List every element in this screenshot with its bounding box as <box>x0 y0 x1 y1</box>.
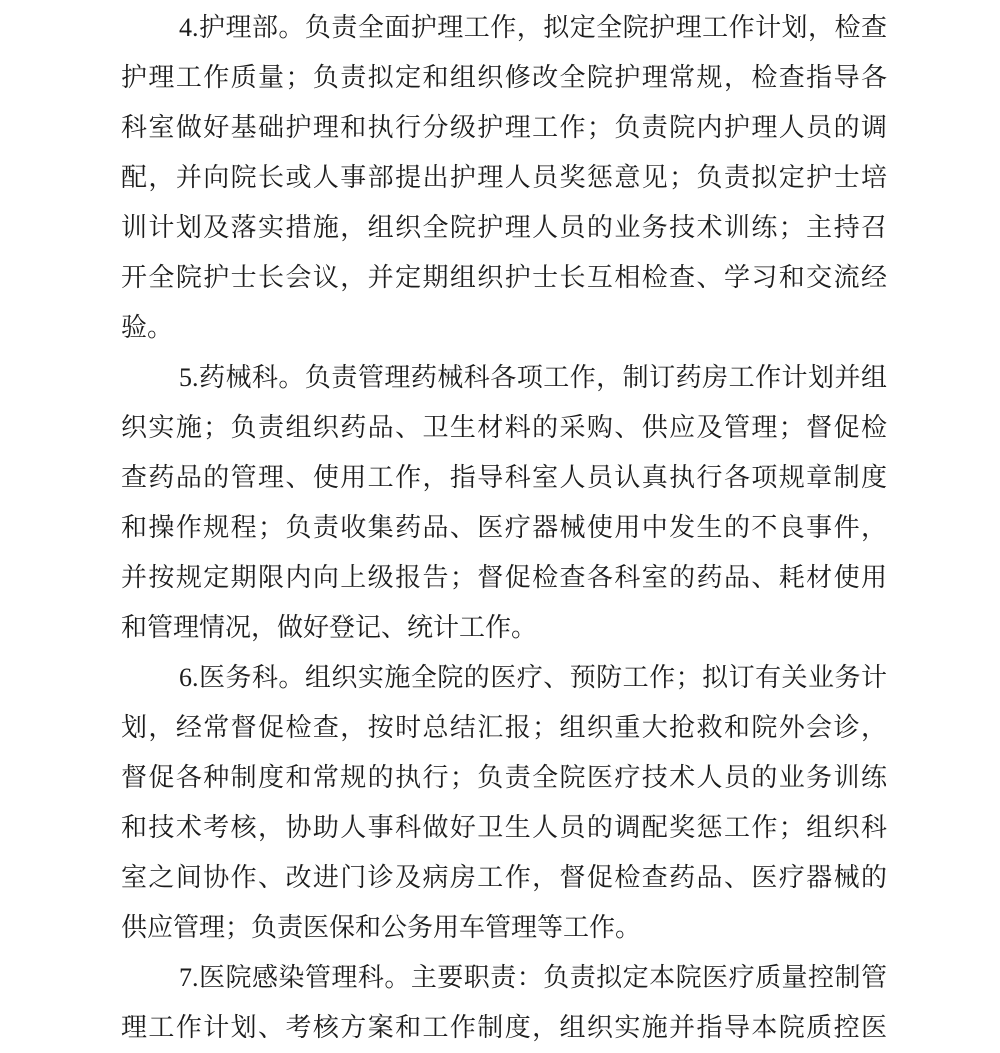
text-line: 和操作规程；负责收集药品、医疗器械使用中发生的不良事件， <box>121 513 887 542</box>
text-line: 训计划及落实措施，组织全院护理人员的业务技术训练；主持召 <box>121 213 887 242</box>
text-line: 4.护理部。负责全面护理工作，拟定全院护理工作计划，检查 <box>179 13 887 42</box>
text-line: 验。 <box>121 313 174 342</box>
text-line: 划，经常督促检查，按时总结汇报；组织重大抢救和院外会诊， <box>121 713 887 742</box>
text-line: 6.医务科。组织实施全院的医疗、预防工作；拟订有关业务计 <box>179 663 887 692</box>
text-line: 理工作计划、考核方案和工作制度，组织实施并指导本院质控医 <box>121 1013 887 1042</box>
text-line: 配，并向院长或人事部提出护理人员奖惩意见；负责拟定护士培 <box>121 163 887 192</box>
text-line: 织实施；负责组织药品、卫生材料的采购、供应及管理；督促检 <box>121 413 887 442</box>
text-line: 查药品的管理、使用工作，指导科室人员认真执行各项规章制度 <box>121 463 887 492</box>
paragraph-7-infection-management-department <box>121 953 887 1053</box>
text-line: 科室做好基础护理和执行分级护理工作；负责院内护理人员的调 <box>121 113 887 142</box>
text-line: 和技术考核，协助人事科做好卫生人员的调配奖惩工作；组织科 <box>121 813 887 842</box>
text-line: 并按规定期限内向上级报告；督促检查各科室的药品、耗材使用 <box>121 563 887 592</box>
text-line: 7.医院感染管理科。主要职责：负责拟定本院医疗质量控制管 <box>179 963 887 992</box>
text-line: 室之间协作、改进门诊及病房工作，督促检查药品、医疗器械的 <box>121 863 887 892</box>
text-line: 供应管理；负责医保和公务用车管理等工作。 <box>121 913 642 942</box>
text-line: 5.药械科。负责管理药械科各项工作，制订药房工作计划并组 <box>179 363 887 392</box>
paragraph-4-nursing-department <box>121 3 887 353</box>
text-line: 督促各种制度和常规的执行；负责全院医疗技术人员的业务训练 <box>121 763 887 792</box>
paragraph-6-medical-affairs-department <box>121 653 887 953</box>
text-line: 护理工作质量；负责拟定和组织修改全院护理常规，检查指导各 <box>121 63 887 92</box>
text-line: 和管理情况，做好登记、统计工作。 <box>121 613 538 642</box>
document-text <box>121 3 887 1053</box>
paragraph-5-pharmacy-equipment-department <box>121 353 887 653</box>
text-line: 开全院护士长会议，并定期组织护士长互相检查、学习和交流经 <box>121 263 887 292</box>
